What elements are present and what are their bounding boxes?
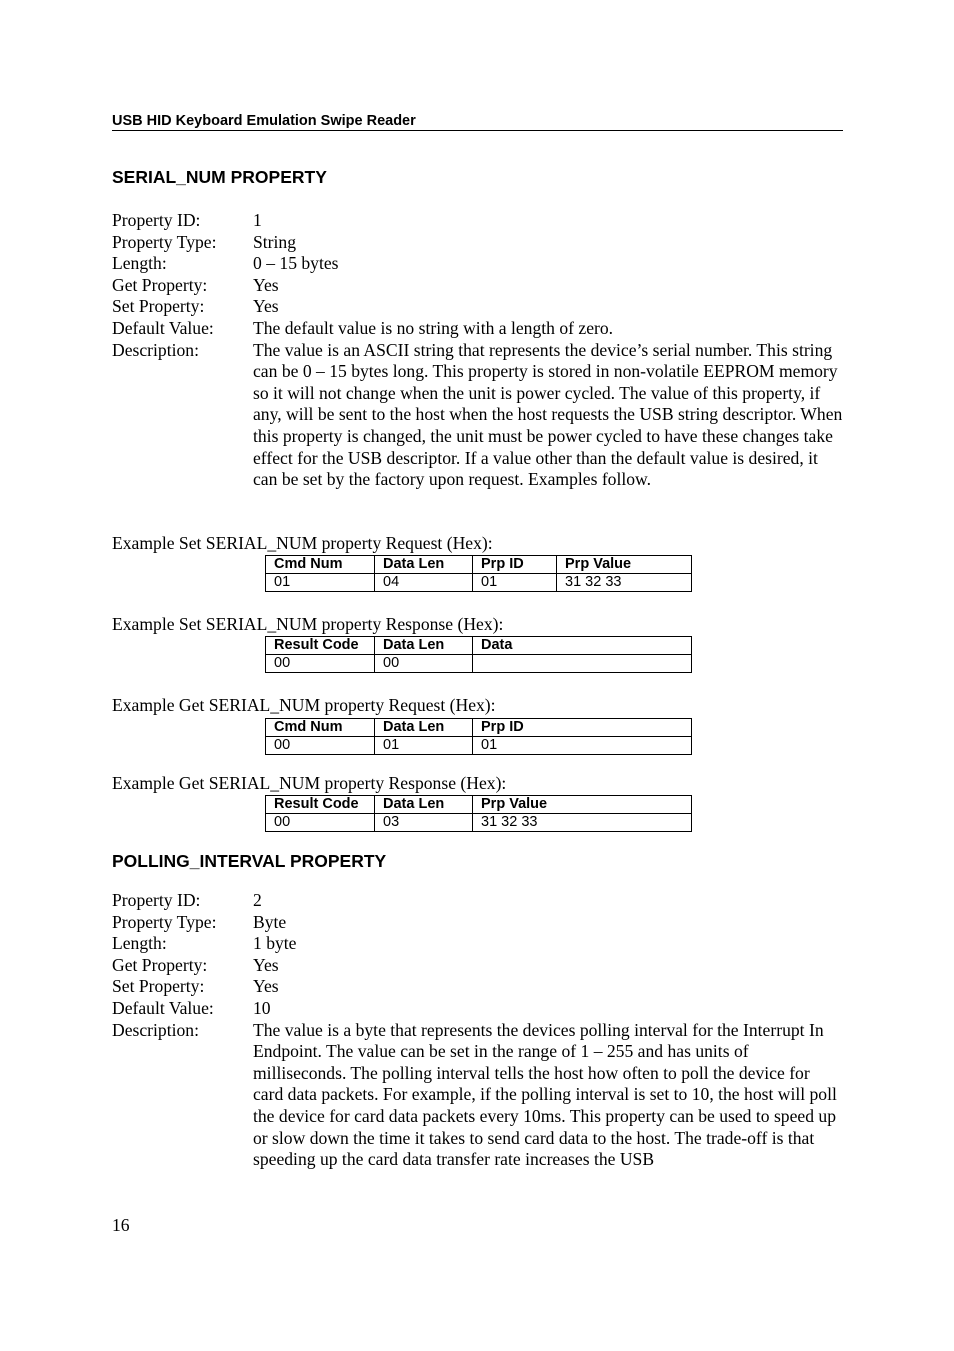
example-label: Example Get SERIAL_NUM property Request (Hex):: [112, 695, 496, 715]
property-value: 0 – 15 bytes: [253, 253, 339, 274]
property-row: [112, 912, 844, 934]
table-row: [266, 737, 692, 755]
table-cell: 01: [266, 574, 375, 592]
column-header: Prp ID: [473, 556, 557, 574]
column-header: Data: [473, 637, 692, 655]
running-header: USB HID Keyboard Emulation Swipe Reader: [112, 113, 843, 131]
column-header: Cmd Num: [266, 556, 375, 574]
table-cell: 04: [375, 574, 473, 592]
table-cell: 31 32 33: [473, 814, 692, 832]
property-value: Yes: [253, 976, 279, 997]
serial-num-properties: [112, 210, 844, 491]
column-header: Prp ID: [473, 719, 692, 737]
column-header: Result Code: [266, 637, 375, 655]
property-label: Description:: [112, 1019, 199, 1040]
column-header: Data Len: [375, 637, 473, 655]
property-row: [112, 1020, 844, 1171]
property-value: Yes: [253, 296, 279, 317]
table-cell: 00: [266, 814, 375, 832]
example-table: [265, 555, 692, 592]
column-header: Result Code: [266, 796, 375, 814]
table-cell: 31 32 33: [557, 574, 692, 592]
property-label: Default Value:: [112, 317, 214, 338]
example-table: [265, 636, 692, 673]
section-heading-serial-num: SERIAL_NUM PROPERTY: [112, 167, 327, 187]
property-label: Default Value:: [112, 997, 214, 1018]
example-table: [265, 718, 692, 755]
property-value: Yes: [253, 954, 279, 975]
property-label: Length:: [112, 253, 167, 274]
property-label: Property ID:: [112, 890, 201, 910]
table-cell: 00: [266, 655, 375, 673]
table-cell: 00: [266, 737, 375, 755]
property-label: Property Type:: [112, 231, 217, 252]
property-label: Get Property:: [112, 954, 208, 975]
table-cell: [473, 655, 692, 673]
column-header: Prp Value: [557, 556, 692, 574]
property-row: [112, 296, 844, 318]
property-label: Length:: [112, 933, 167, 954]
property-value: 1: [253, 210, 262, 230]
property-row: [112, 210, 844, 232]
table-header-row: [266, 637, 692, 655]
property-value: 1 byte: [253, 933, 297, 954]
property-label: Property ID:: [112, 210, 201, 230]
property-row: [112, 890, 844, 912]
property-value: Byte: [253, 911, 287, 932]
property-description: The value is a byte that represents the devices polling interval for the Interrupt In Endpoint. The value can be set in the range of 1 – 255 and has units of milliseconds. The polling interval tells the host how often to poll the device for card data packets. For example, if the polling interval is set to 10, the host will poll the device for card data packets every 10ms. This property can be used to speed up or slow down the time it takes to send card data to the host. The trade-off is that speeding up the card data transfer rate increases the USB: [253, 1019, 837, 1170]
table-header-row: [266, 556, 692, 574]
property-label: Property Type:: [112, 911, 217, 932]
table-cell: 01: [473, 574, 557, 592]
property-row: [112, 253, 844, 275]
table-row: [266, 655, 692, 673]
column-header: Cmd Num: [266, 719, 375, 737]
table-row: [266, 574, 692, 592]
table-cell: 01: [473, 737, 692, 755]
table-header-row: [266, 796, 692, 814]
property-row: [112, 933, 844, 955]
property-row: [112, 998, 844, 1020]
property-value: 10: [253, 997, 271, 1018]
property-row: [112, 340, 844, 491]
property-description: The value is an ASCII string that represents the device’s serial number. This string can be 0 – 15 bytes long. This property is stored in non-volatile EEPROM memory so it will not change when the unit is power cycled. The value of this property, if any, will be sent to the host when the host requests the USB string descriptor. When this property is changed, the unit must be power cycled to have these changes take effect for the USB descriptor. If a value other than the default value is desired, it can be set by the factory upon request. Examples follow.: [253, 339, 843, 490]
property-label: Get Property:: [112, 274, 208, 295]
property-row: [112, 976, 844, 998]
table-row: [266, 814, 692, 832]
property-value: String: [253, 231, 297, 252]
column-header: Data Len: [375, 796, 473, 814]
property-row: [112, 955, 844, 977]
table-cell: 03: [375, 814, 473, 832]
property-value: Yes: [253, 274, 279, 295]
column-header: Data Len: [375, 556, 473, 574]
page-number: 16: [112, 1215, 130, 1235]
polling-interval-properties: [112, 890, 844, 1171]
property-row: [112, 275, 844, 297]
property-row: [112, 232, 844, 254]
example-label: Example Set SERIAL_NUM property Request (Hex):: [112, 533, 493, 553]
property-label: Set Property:: [112, 976, 205, 997]
property-value: The default value is no string with a length of zero.: [253, 317, 614, 338]
table-header-row: [266, 719, 692, 737]
property-row: [112, 318, 844, 340]
example-label: Example Get SERIAL_NUM property Response (Hex):: [112, 773, 507, 793]
column-header: Prp Value: [473, 796, 692, 814]
table-cell: 01: [375, 737, 473, 755]
example-label: Example Set SERIAL_NUM property Response (Hex):: [112, 614, 504, 634]
property-label: Description:: [112, 339, 199, 360]
property-value: 2: [253, 890, 262, 910]
column-header: Data Len: [375, 719, 473, 737]
section-heading-polling-interval: POLLING_INTERVAL PROPERTY: [112, 851, 387, 871]
table-cell: 00: [375, 655, 473, 673]
property-label: Set Property:: [112, 296, 205, 317]
example-table: [265, 795, 692, 832]
